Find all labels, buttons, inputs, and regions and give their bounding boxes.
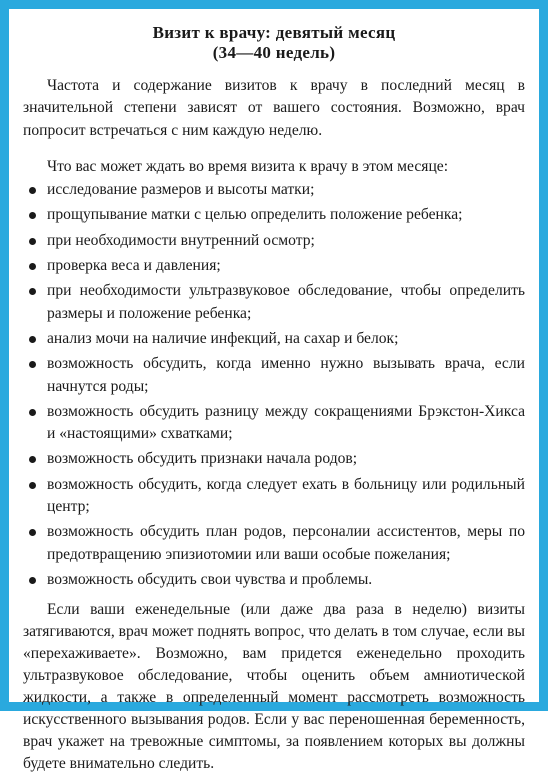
list-item-text: возможность обсудить, когда следует ехать в больницу или родильный центр; [47,475,525,516]
bullet-icon [29,482,36,489]
list-item [23,353,525,398]
list-item [23,448,525,470]
list-item [23,204,525,226]
bullet-icon [29,288,36,295]
list-item-text: исследование размеров и высоты матки; [47,181,315,199]
section-title-line-1: Визит к врачу: девятый месяц [152,23,396,42]
closing-paragraph: Если ваши еженедельные (или даже два раза в неделю) визиты затягиваются, врач может поднять вопрос, что делать в том случае, если вы «перехаживаете». Возможно, вам придется еженедельно проходить ультразвуковое обследование, чтобы оценить объем амниотической жидкости, а также в определенный момент рассмотреть возможность искусственного вызывания родов. Если у вас переношенная беременность, врач укажет на тревожные симптомы, за появлением которых вы должны будете внимательно следить. [23,601,525,773]
list-item [23,328,525,350]
visit-checklist [23,179,525,591]
bullet-icon [29,212,36,219]
bullet-icon [29,409,36,416]
bullet-icon [29,361,36,368]
section-title-line-2: (34—40 недель) [212,43,336,62]
list-item-text: проверка веса и давления; [47,257,221,275]
list-item-text: анализ мочи на наличие инфекций, на сахар и белок; [47,329,399,347]
bullet-icon [29,577,36,584]
list-item [23,280,525,325]
bullet-icon [29,336,36,343]
bullet-icon [29,456,36,463]
bullet-icon [29,187,36,194]
bullet-icon [29,238,36,245]
list-item [23,569,525,591]
list-item-text: при необходимости ультразвуковое обследование, чтобы определить размеры и положение ребенка; [47,282,525,322]
list-item-text: при необходимости внутренний осмотр; [47,231,315,249]
list-item [23,521,525,566]
list-item [23,255,525,277]
list-item [23,179,525,201]
list-item-text: возможность обсудить признаки начала родов; [47,450,358,468]
section-title [23,23,525,63]
list-item [23,230,525,252]
list-item-text: возможность обсудить свои чувства и проблемы. [47,570,373,588]
bullet-icon [29,529,36,536]
intro-paragraph: Частота и содержание визитов к врачу в последний месяц в значительной степени зависят от вашего состояния. Возможно, врач попросит встречаться с ним каждую неделю. [23,77,525,139]
list-lead-paragraph: Что вас может ждать во время визита к врачу в этом месяце: [47,157,449,175]
list-item-text: возможность обсудить план родов, персоналии ассистентов, меры по предотвращению эпизиотомии или ваши особые пожелания; [47,523,525,563]
bullet-icon [29,263,36,270]
list-item [23,474,525,519]
list-item [23,401,525,446]
list-item-text: прощупывание матки с целью определить положение ребенка; [47,206,463,224]
list-item-text: возможность обсудить, когда именно нужно вызывать врача, если начнутся роды; [47,355,525,395]
list-item-text: возможность обсудить разницу между сокращениями Брэкстон-Хикса и «настоящими» схватками; [47,402,525,443]
